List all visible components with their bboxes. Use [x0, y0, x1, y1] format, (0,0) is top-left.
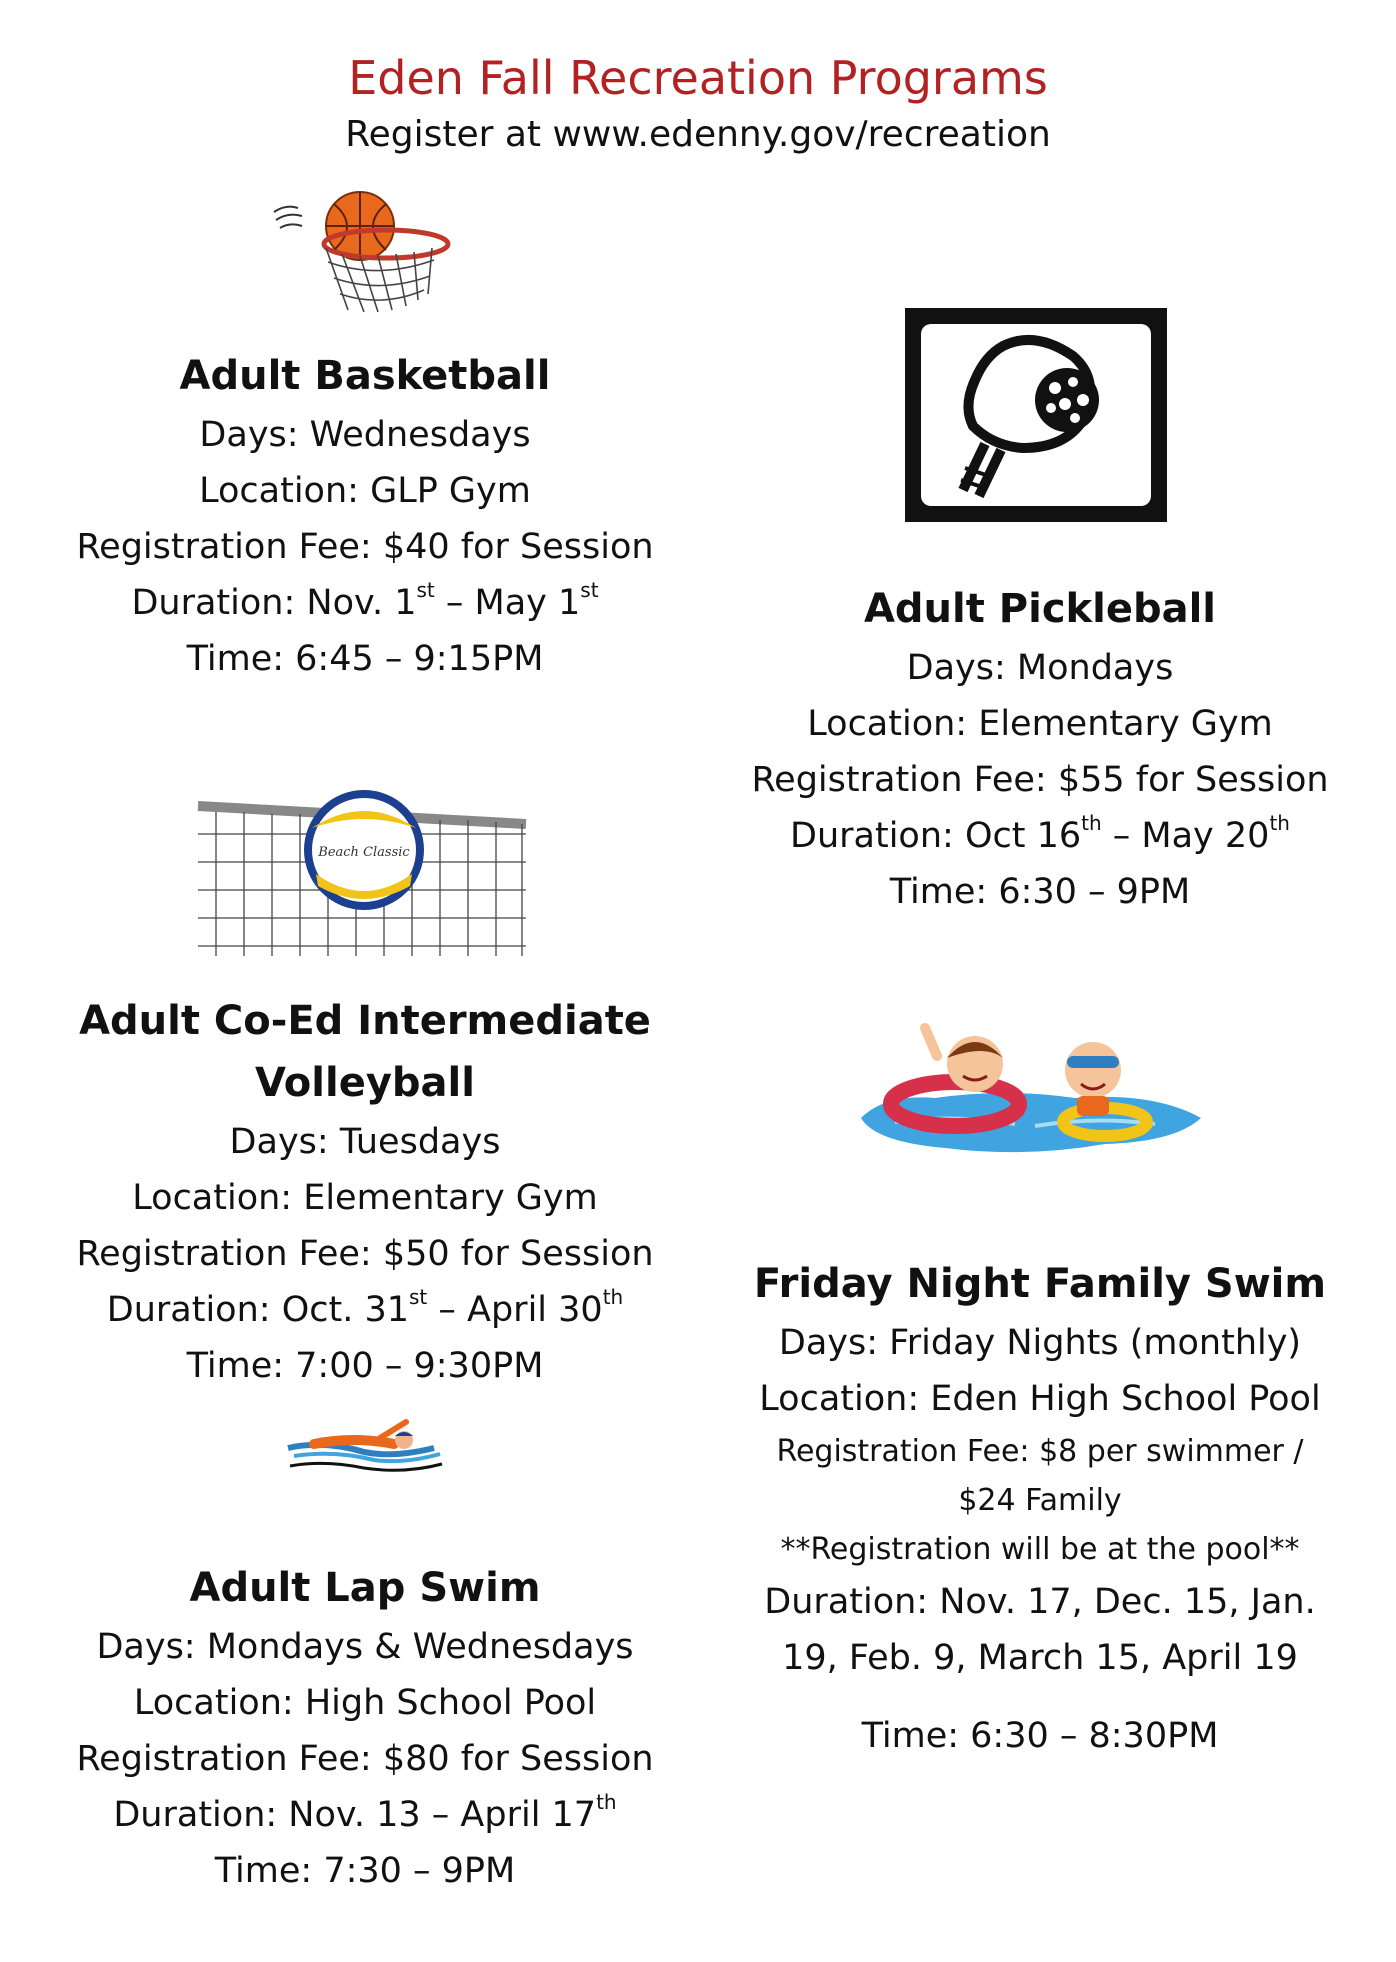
lap-swim-days: Days: Mondays & Wednesdays: [96, 1627, 634, 1667]
family-swim-location: Location: Eden High School Pool: [759, 1379, 1321, 1419]
page-subtitle: Register at www.edenny.gov/recreation: [345, 114, 1051, 155]
lap-swim-section: [55, 1557, 675, 1899]
volleyball-days: Days: Tuesdays: [229, 1122, 501, 1162]
pickleball-time: Time: 6:30 – 9PM: [889, 872, 1191, 912]
volleyball-duration: Duration: Oct. 31st – April 30th: [106, 1285, 624, 1330]
basketball-hoop-icon: [268, 190, 468, 315]
basketball-section: [55, 345, 675, 687]
lap-swim-title: Adult Lap Swim: [189, 1565, 541, 1611]
basketball-time: Time: 6:45 – 9:15PM: [186, 639, 544, 679]
ball-label: Beach Classic: [318, 845, 410, 860]
family-swim-section: [730, 1253, 1350, 1764]
volleyball-time: Time: 7:00 – 9:30PM: [186, 1346, 544, 1386]
pickleball-paddle-icon: [905, 308, 1167, 522]
family-swim-duration-line2: 19, Feb. 9, March 15, April 19: [782, 1638, 1298, 1678]
volleyball-location: Location: Elementary Gym: [132, 1178, 598, 1218]
basketball-fee: Registration Fee: $40 for Session: [76, 527, 654, 567]
pickleball-days: Days: Mondays: [906, 648, 1174, 688]
swimmer-icon: [284, 1418, 446, 1478]
pickleball-location: Location: Elementary Gym: [807, 704, 1273, 744]
volleyball-net-icon: [196, 790, 530, 960]
kids-pool-icon: [855, 1018, 1205, 1164]
family-swim-time: Time: 6:30 – 8:30PM: [861, 1716, 1219, 1756]
page-header: [0, 48, 1396, 160]
page-title: Eden Fall Recreation Programs: [348, 51, 1048, 105]
volleyball-fee: Registration Fee: $50 for Session: [76, 1234, 654, 1274]
lap-swim-fee: Registration Fee: $80 for Session: [76, 1739, 654, 1779]
lap-swim-duration: Duration: Nov. 13 – April 17th: [113, 1790, 617, 1835]
pickleball-title: Adult Pickleball: [863, 586, 1217, 632]
volleyball-title-line1: Adult Co-Ed Intermediate: [79, 998, 651, 1044]
volleyball-title-line2: Volleyball: [255, 1060, 475, 1106]
volleyball-section: [55, 990, 675, 1394]
basketball-days: Days: Wednesdays: [199, 415, 531, 455]
family-swim-title: Friday Night Family Swim: [753, 1261, 1327, 1307]
basketball-title: Adult Basketball: [179, 353, 551, 399]
lap-swim-time: Time: 7:30 – 9PM: [214, 1851, 516, 1891]
pickleball-section: [730, 578, 1350, 920]
pickleball-fee: Registration Fee: $55 for Session: [751, 760, 1329, 800]
family-swim-note: **Registration will be at the pool**: [780, 1532, 1300, 1567]
family-swim-days: Days: Friday Nights (monthly): [778, 1323, 1302, 1363]
basketball-duration: Duration: Nov. 1st – May 1st: [131, 578, 599, 623]
family-swim-duration-line1: Duration: Nov. 17, Dec. 15, Jan.: [764, 1582, 1316, 1622]
pickleball-duration: Duration: Oct 16th – May 20th: [790, 811, 1290, 856]
lap-swim-location: Location: High School Pool: [133, 1683, 597, 1723]
family-swim-fee-line1: Registration Fee: $8 per swimmer /: [776, 1434, 1304, 1469]
basketball-location: Location: GLP Gym: [199, 471, 531, 511]
family-swim-fee-line2: $24 Family: [958, 1483, 1122, 1518]
